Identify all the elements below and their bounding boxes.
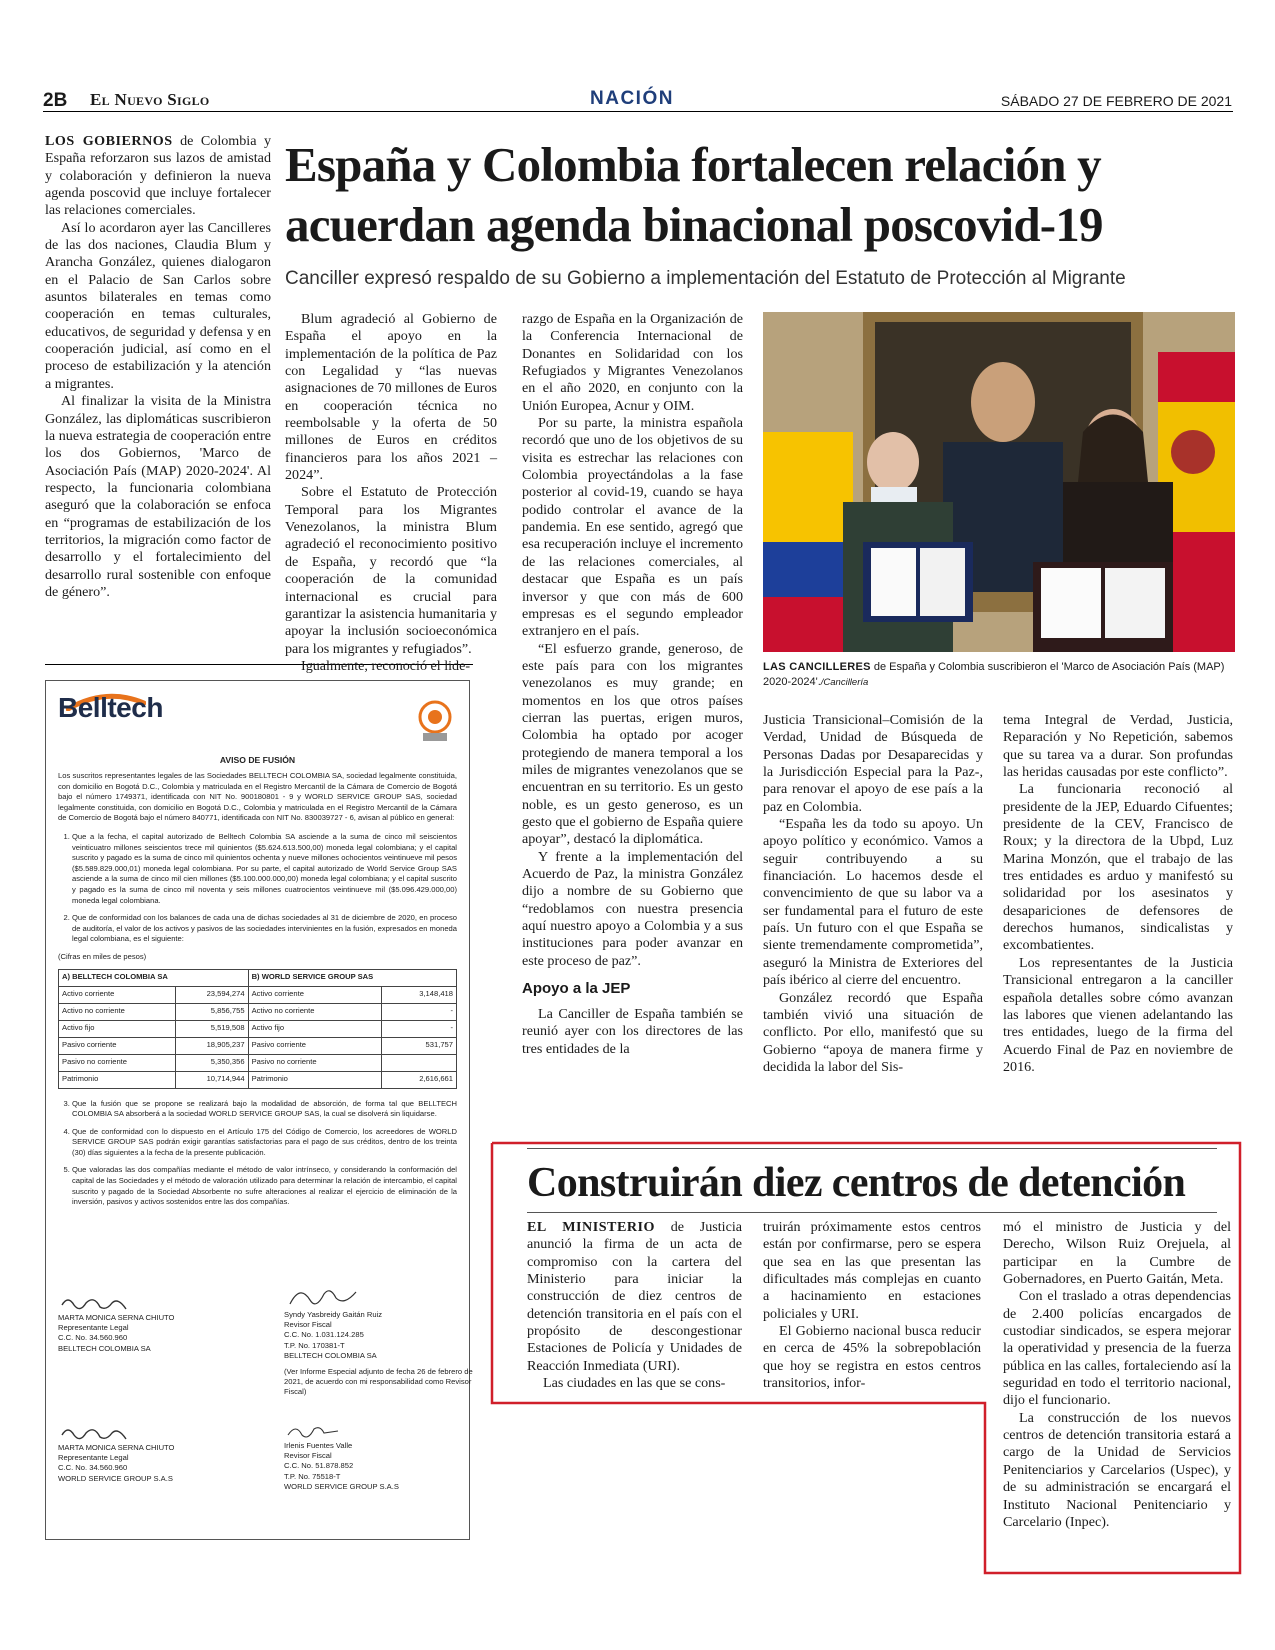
table-cell: Activo fijo <box>59 1020 176 1037</box>
table-cell: Pasivo corriente <box>248 1037 381 1054</box>
section-name: NACIÓN <box>590 88 674 109</box>
paragraph: Las ciudades en las que se cons- <box>543 1375 726 1392</box>
subheadline: Canciller expresó respaldo de su Gobierno a implementación del Estatuto de Protección al Migrante <box>285 268 1126 289</box>
table-cell: - <box>381 1003 456 1020</box>
photo-credit: /Cancillería <box>820 677 869 688</box>
section-subhead: Apoyo a la JEP <box>522 980 631 998</box>
table-row <box>59 1003 457 1020</box>
table-cell <box>381 1054 456 1071</box>
table-header: B) WORLD SERVICE GROUP SAS <box>248 969 456 986</box>
belltech-logo: Belltech <box>58 692 163 723</box>
paragraph: El Gobierno nacional busca reducir en cerca de 45% la sobrepoblación que hoy se registra en estos centros transitorios, infor- <box>763 1323 981 1392</box>
signer-company: BELLTECH COLOMBIA SA <box>58 1343 151 1353</box>
ad-item-text: Que de conformidad con los balances de cada una de dichas sociedades al 31 de diciembre de 2020, en proceso de auditoría, el valor de los activos y pasivos de las sociedades intervinientes en la fusión, expresados en moneda legal colombiana, es el siguiente: <box>72 913 457 944</box>
signer-name: Irlenis Fuentes Valle <box>284 1441 353 1450</box>
signer-note: (Ver Informe Especial adjunto de fecha 26 de febrero de 2021, de acuerdo con mi responsabilidad como Revisor Fiscal) <box>284 1367 473 1397</box>
table-cell: 10,714,944 <box>175 1071 248 1088</box>
table-cell: Pasivo no corriente <box>248 1054 381 1071</box>
signer-id: C.C. No. 34.560.960 <box>58 1463 128 1473</box>
ad-item: 1. Que a la fecha, el capital autorizado de Belltech Colombia SA asciende a la suma de cinco mil seiscientos veinticuatro millones seiscientos trece mil quinientos ($5.624.613.500,00) moneda legal colombiana; y el capital suscrito y pagado es la suma de cinco mil quinientos ochenta y nueve millones ochocientos veintinueve mil pesos ($5.589.829.000,01) moneda legal colombiana. Por su parte, el capital autorizado de World Service Group SAS asciende a la suma de cinco mil cien millones ($5.100.000.000,00) moneda legal colombiana; y el capital suscrito y pagado es la suma de cinco mil noventa y seis millones cuatrocientos veintinueve mil ($5.096.429.000,00) moneda legal colombiana. <box>72 832 457 906</box>
ad-item <box>72 913 457 945</box>
caption-text: de España y Colombia suscribieron el 'Marco de Asociación País (MAP) 2020-2024'. <box>763 661 1225 688</box>
table-cell: Activo corriente <box>248 986 381 1003</box>
lead-in: EL MINISTERIO <box>527 1219 655 1235</box>
balance-table <box>58 969 457 1089</box>
merger-notice-ad <box>45 680 473 1540</box>
boxed-headline: Construirán diez centros de detención <box>527 1160 1186 1206</box>
paragraph: “España les da todo su apoyo. Un apoyo político y económico. Vamos a seguir contribuyendo a su financiación. Lo hacemos desde el convencimiento de que su labor va a ser fundamental para el futuro de este país. Un futuro con el que España se siente tremendamente comprometida”, aseguró la Ministra de Exteriores del país ibérico al cierre del encuentro. <box>763 816 983 989</box>
table-cell: Activo fijo <box>248 1020 381 1037</box>
table-cell: - <box>381 1020 456 1037</box>
table-cell: 5,519,508 <box>175 1020 248 1037</box>
paragraph: Así lo acordaron ayer las Cancilleres de las dos naciones, Claudia Blum y Arancha González, quienes dialogaron en el Palacio de San Carlos sobre asuntos bilaterales en temas como cooperación en temas culturales, educativos, de seguridad y defensa y en cooperación judicial, así como en el proceso de estabilización y la atención a migrantes. <box>45 219 271 392</box>
signature-mark <box>58 1423 138 1441</box>
ad-body <box>58 771 457 1215</box>
table-cell: Pasivo no corriente <box>59 1054 176 1071</box>
ad-item: 4. Que de conformidad con lo dispuesto en el Artículo 175 del Código de Comercio, los acreedores de WORLD SERVICE GROUP SAS podrán exigir garantías satisfactorias para el pago de sus créditos, dentro de los treinta (30) días siguientes a la fecha de la presente publicación. <box>72 1127 457 1159</box>
signer-name: MARTA MONICA SERNA CHIUTO <box>58 1443 175 1452</box>
ad-item: 5. Que valoradas las dos compañías mediante el método de valor intrínseco, y considerando la conformación del capital de las Sociedades y el método de valoración utilizado para determinar la relación de intercambio, el capital suscrito y pagado de la Sociedad Absorbente no sufre alteraciones al realizar el ejercicio de eliminación de la inversión, pasivos y activos sostenidos entre las dos compañías. <box>72 1165 457 1207</box>
table-cell: Patrimonio <box>248 1071 381 1088</box>
table-note: (Cifras en miles de pesos) <box>58 951 147 961</box>
signer-role: Revisor Fiscal <box>284 1451 332 1461</box>
boxed-headline-rule <box>527 1212 1217 1213</box>
table-row <box>59 1037 457 1054</box>
boxed-column-1 <box>527 1219 742 1392</box>
table-cell: Activo no corriente <box>59 1003 176 1020</box>
ad-item: 3. Que la fusión que se propone se realizará bajo la modalidad de absorción, de forma tal que BELLTECH COLOMBIA SA absorberá a la sociedad WORLD SERVICE GROUP SAS, la cual se disolverá sin liquidarse. <box>72 1099 457 1120</box>
paragraph: Justicia Transicional–Comisión de la Verdad, Unidad de Búsqueda de Personas Dadas por Desaparecidas y la Jurisdicción Especial para la Paz-, para renovar el apoyo de ese país a la paz en Colombia. <box>763 712 983 815</box>
paragraph: La funcionaria reconoció al presidente de la JEP, Eduardo Cifuentes; presidente de la CEV, Francisco de Roux; y la directora de la Ubpd, Luz Marina Monzón, que el trabajo de las tres entidades es arduo y manifestó su solidaridad por los asesinatos y desapariciones de defensores de derechos humanos, sindicalistas y excombatientes. <box>1003 781 1233 954</box>
table-row <box>59 986 457 1003</box>
signer-id: C.C. No. 1.031.124.285 <box>284 1330 364 1340</box>
paragraph: La construcción de los nuevos centros de detención transitoria estará a cargo de la Unidad de Servicios Penitenciarios y Carcelarios (Uspec), y de su administración se encargará el Instituto Nacional Penitenciario y Carcelario (Inpec). <box>1003 1409 1231 1530</box>
table-row <box>59 1054 457 1071</box>
signer-id: C.C. No. 34.560.960 <box>58 1333 128 1343</box>
ad-title: AVISO DE FUSIÓN <box>219 755 296 765</box>
paragraph: de Colombia y España reforzaron sus lazos de amistad y colaboración y definieron la nueva agenda poscovid que incluye fortalecer las relaciones comerciales. <box>45 133 272 219</box>
boxed-column-3 <box>1003 1219 1231 1531</box>
signer-tp: T.P. No. 170381-T <box>284 1340 345 1350</box>
newspaper-name: El Nuevo Siglo <box>90 90 210 109</box>
paragraph: Con el traslado a otras dependencias de 2.400 policías encargados de custodiar sindicados, se espera mejorar la operatividad y presencia de la fuerza pública en las calles, fortaleciendo así la seguridad en todo el territorio nacional, dijo el funcionario. <box>1003 1288 1231 1409</box>
boxed-column-2 <box>763 1219 981 1392</box>
table-cell: Patrimonio <box>59 1071 176 1088</box>
signature-block <box>58 1293 238 1354</box>
signer-tp: T.P. No. 75518-T <box>284 1471 341 1481</box>
signer-company: BELLTECH COLOMBIA SA <box>284 1350 377 1360</box>
paragraph: “El esfuerzo grande, generoso, de este país para con los migrantes venezolanos es muy grande; en momentos en los que otros países cierran las puertas, erigen muros, Colombia ha optado por acoger protegiendo de manera temporal a los miles de migrantes venezolanos que se encuentran en su territorio. Es un gesto noble, es un gesto generoso, es un gesto que el gobierno de España quiere apoyar”, destacó la diplomática. <box>522 640 743 848</box>
table-cell: 18,905,237 <box>175 1037 248 1054</box>
paragraph: razgo de España en la Organización de la Conferencia Internacional de Donantes en Solidaridad con los Refugiados y Migrantes Venezolanos en el año 2020, en conjunto con la Unión Europea, Acnur y OIM. <box>522 311 743 414</box>
paragraph: truirán próximamente estos centros están por confirmarse, pero se espera que sea en las que presentan las dificultades más complejas en cuanto a hacinamiento en estaciones policiales y URI. <box>763 1219 981 1322</box>
signer-name: MARTA MONICA SERNA CHIUTO <box>58 1313 175 1322</box>
signer-role: Representante Legal <box>58 1323 129 1333</box>
headline: España y Colombia fortalecen relación y acuerdan agenda binacional poscovid-19 <box>285 137 1103 252</box>
signature-block <box>284 1421 464 1492</box>
issue-date: SÁBADO 27 DE FEBRERO DE 2021 <box>1000 93 1232 109</box>
table-cell: 531,757 <box>381 1037 456 1054</box>
table-cell: 23,594,274 <box>175 986 248 1003</box>
paragraph: mó el ministro de Justicia y del Derecho, Wilson Ruiz Orejuela, al participar en la Cumbre de Gobernadores, en Puerto Gaitán, Meta. <box>1003 1219 1231 1288</box>
table-cell: 5,350,356 <box>175 1054 248 1071</box>
table-cell: 3,148,418 <box>381 986 456 1003</box>
paragraph: Y frente a la implementación del Acuerdo de Paz, la ministra González dijo a nombre de su Gobierno que “redoblamos con nuestra presencia aquí nuestro apoyo a Colombia y a sus instituciones para poder avanzar en este proceso de paz”. <box>522 848 743 969</box>
table-cell: Pasivo corriente <box>59 1037 176 1054</box>
paragraph: tema Integral de Verdad, Justicia, Reparación y No Repetición, sabemos que su tarea va a durar. Son profundas las heridas causadas por este conflicto”. <box>1003 712 1233 781</box>
certification-seal-icon <box>415 699 455 743</box>
signer-company: WORLD SERVICE GROUP S.A.S <box>58 1473 173 1483</box>
table-row <box>59 1071 457 1088</box>
signature-mark <box>284 1286 364 1308</box>
ad-intro: Los suscritos representantes legales de las Sociedades BELLTECH COLOMBIA SA, sociedad legalmente constituida, con domicilio en Bogotá D.C., Colombia y matriculada en el Registro Mercantil de la Cámara de Comercio de Bogotá bajo el número 1749371, identificada con NIT No. 900180801 - 9 y WORLD SERVICE GROUP SAS, sociedad legalmente constituida, con domicilio en Bogotá D.C., Colombia y matriculada en el Registro Mercantil de la Cámara de Comercio de Bogotá bajo el número 840771, identificada con NIT No. 830039727 - 6, avisan al público en general: <box>58 771 457 823</box>
lead-in: LOS GOBIERNOS <box>45 133 173 149</box>
paragraph: Sobre el Estatuto de Protección Temporal para los Migrantes Venezolanos, la ministra Blum agradeció el reconocimiento positivo de España, y recordó que “la cooperación de la comunidad internacional es crucial para garantizar la asistencia humanitaria y apoyar la inclusión socioeconómica para los migrantes y refugiados”. <box>285 484 497 657</box>
signature-block <box>58 1423 238 1484</box>
table-header-row <box>59 969 457 986</box>
table-cell: 2,616,661 <box>381 1071 456 1088</box>
signer-role: Representante Legal <box>58 1453 129 1463</box>
paragraph: González recordó que España también vivió una situación de conflicto. Por ello, manifestó que su Gobierno “apoya de manera firme y decidida la labor del Sis- <box>763 989 983 1075</box>
signer-role: Revisor Fiscal <box>284 1320 332 1330</box>
paragraph: Igualmente, reconoció el lide- <box>301 657 471 674</box>
boxed-top-rule <box>527 1148 1217 1149</box>
paragraph: Blum agradeció al Gobierno de España el apoyo en la implementación de la política de Paz con Legalidad y “las nuevas asignaciones de 70 millones de Euros en cooperación técnica no reembolsable y la oferta de 50 millones de Euros en créditos financieros para los años 2021 – 2024”. <box>285 311 497 484</box>
table-header: A) BELLTECH COLOMBIA SA <box>59 969 249 986</box>
paragraph: Los representantes de la Justicia Transicional entregaron a la canciller española detalles sobre cómo avanzan las labores que vienen adelantando las tres entidades, luego de la firma del Acuerdo Final de Paz en noviembre de 2016. <box>1003 954 1233 1075</box>
table-row <box>59 1020 457 1037</box>
page-number: 2B <box>43 90 68 111</box>
signer-id: C.C. No. 51.878.852 <box>284 1461 354 1471</box>
signer-company: WORLD SERVICE GROUP S.A.S <box>284 1481 399 1491</box>
paragraph: Por su parte, la ministra española recordó que uno de los objetivos de su visita es estrechar las relaciones con Colombia proyectándolas a la fase posterior al covid-19, cuando se haya podido controlar el avance de la pandemia. En ese sentido, agregó que esa recuperación incluye el incremento de las relaciones comerciales, al destacar que España es un país inversor y que con más de 600 empresas es el segundo empleador extranjero en el país. <box>522 415 743 640</box>
signature-mark <box>58 1293 138 1311</box>
signature-mark <box>284 1421 344 1439</box>
table-cell: 5,856,755 <box>175 1003 248 1020</box>
signer-name: Syndy Yasbreidy Gaitán Ruiz <box>284 1310 383 1319</box>
table-cell: Activo corriente <box>59 986 176 1003</box>
paragraph: La Canciller de España también se reunió ayer con los directores de las tres entidades de la <box>522 1006 743 1057</box>
table-cell: Activo no corriente <box>248 1003 381 1020</box>
signature-block <box>284 1286 474 1398</box>
paragraph: de Justicia anunció la firma de un acta de compromiso con la cartera del Ministerio para iniciar la construcción de diez centros de detención transitoria en el país con el propósito de descongestionar Estaciones de Policía y Unidades de Reacción Inmediata (URI). <box>527 1219 742 1374</box>
paragraph: Al finalizar la visita de la Ministra González, las diplomáticas suscribieron la nueva estrategia de cooperación entre los dos Gobiernos, 'Marco de Asociación País (MAP) 2020-2024'. Al respecto, la funcionaria colombiana aseguró que la colaboración se enfoca en “programas de estabilización de los territorios, la migración como factor de desarrollo y el fortalecimiento del desarrollo rural sostenible con enfoque de género”. <box>45 393 271 600</box>
caption-lead: LAS CANCILLERES <box>763 661 871 673</box>
